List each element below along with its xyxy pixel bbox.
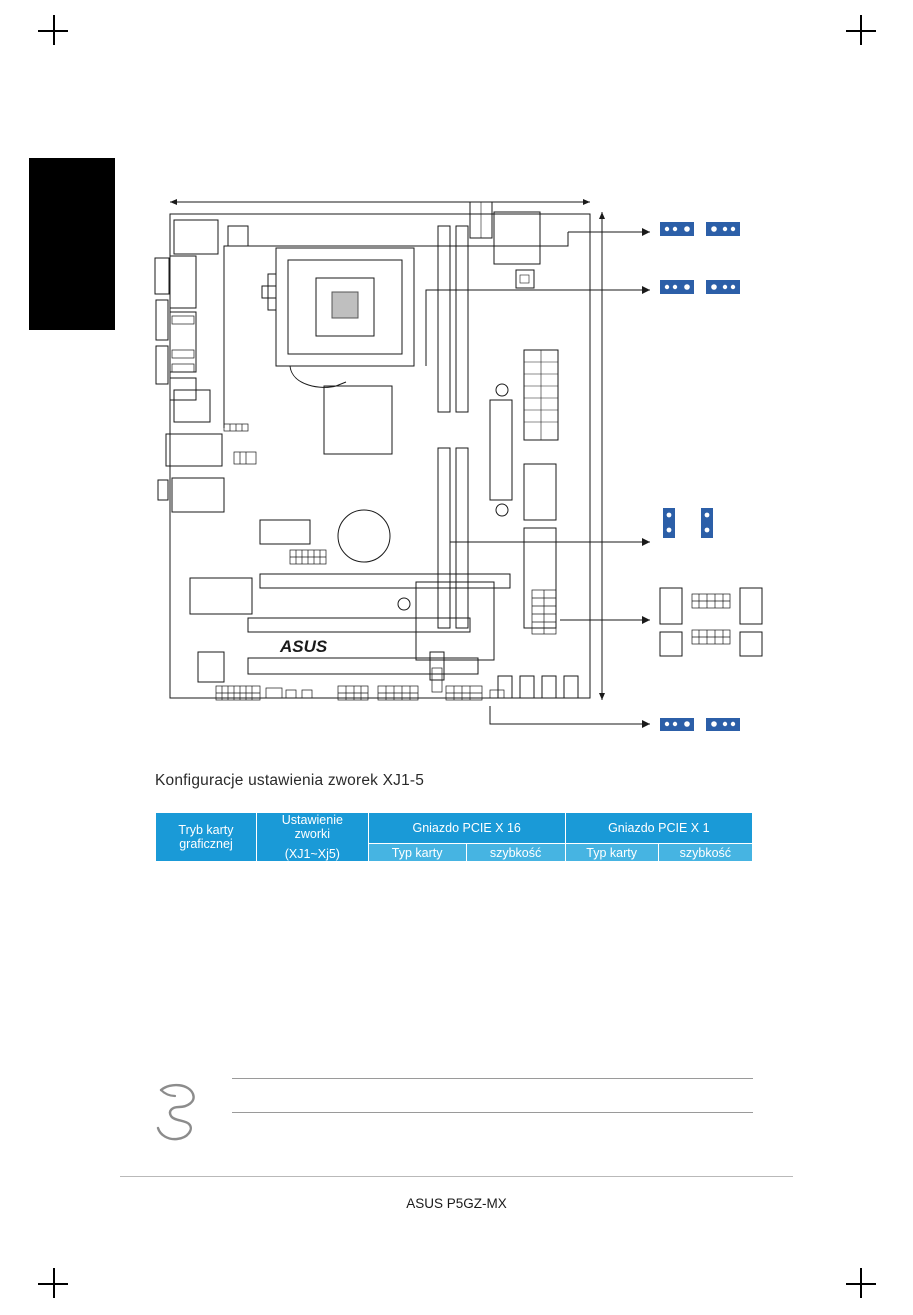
jumper-callout-1 [660,222,740,236]
cell-x16-type [368,862,466,937]
header-group-pcie-x1: Gniazdo PCIE X 1 [565,813,752,844]
header-card-type-x16: Typ karty [368,844,466,862]
cell-x1-type [565,937,658,1012]
note-divider-top [232,1078,753,1079]
chapter-tab [29,158,115,330]
cell-x1-speed [658,862,752,937]
footer-divider [120,1176,793,1177]
table-row [156,937,753,1012]
header-card-mode: Tryb karty graficznej [156,813,257,862]
header-group-pcie-x16: Gniazdo PCIE X 16 [368,813,565,844]
cell-x16-speed [466,937,565,1012]
jumper-callout-3 [663,508,713,538]
footer-title: ASUS P5GZ-MX [406,1196,507,1211]
board-silkscreen-logo: ASUS [280,637,328,656]
connector-callout [660,588,762,656]
header-speed-x16: szybkość [466,844,565,862]
jumper-configuration-table [155,812,753,1012]
header-speed-x1: szybkość [658,844,752,862]
note-divider-bottom [232,1112,753,1113]
cell-jumper [256,862,368,937]
jumper-callout-4 [660,718,740,731]
motherboard-diagram [150,190,770,745]
crop-mark-top-left-v [53,15,55,45]
crop-mark-bottom-left-v [53,1268,55,1298]
crop-mark-bottom-right-v [860,1268,862,1298]
header-jumper-setting: Ustawienie zworki (XJ1~Xj5) [256,813,368,862]
cell-jumper [256,937,368,1012]
table-header-row-1 [156,813,753,844]
cell-mode [156,862,257,937]
note-hand-icon [155,1080,203,1144]
cell-x1-speed [658,937,752,1012]
cell-x1-type [565,862,658,937]
crop-mark-top-right-v [860,15,862,45]
table-row [156,862,753,937]
cell-x16-type [368,937,466,1012]
section-heading: Konfiguracje ustawienia zworek XJ1-5 [155,772,425,789]
header-card-type-x1: Typ karty [565,844,658,862]
cell-mode [156,937,257,1012]
cell-x16-speed [466,862,565,937]
jumper-callout-2 [660,280,740,294]
